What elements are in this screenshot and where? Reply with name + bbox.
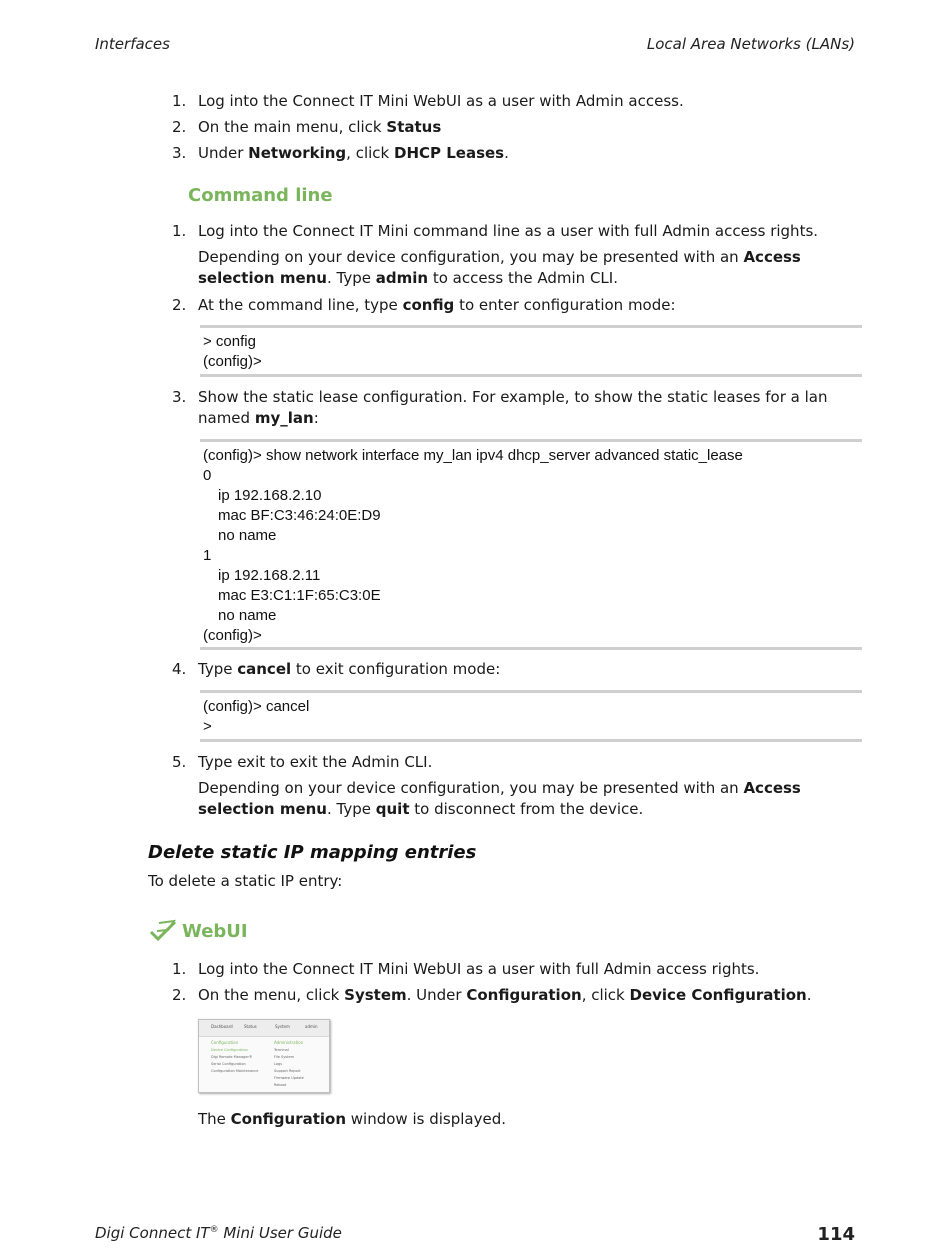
screenshot-item: Support Report	[274, 1069, 301, 1073]
code-line: 1	[203, 547, 212, 564]
code-line: no name	[218, 607, 277, 624]
step-text: Type exit to exit the Admin CLI.	[198, 753, 433, 771]
section-title-command-line: Command line	[188, 185, 333, 206]
step-text: Log into the Connect IT Mini WebUI as a user with Admin access.	[198, 92, 684, 110]
screenshot-item: Digi Remote Manager®	[211, 1055, 253, 1059]
subsection-title: Delete static IP mapping entries	[148, 842, 477, 863]
result-text: The Configuration window is displayed.	[198, 1110, 506, 1128]
step-number: 1.	[172, 960, 187, 978]
screenshot-item: File System	[274, 1055, 295, 1059]
step-text: On the menu, click System. Under Configuration, click Device Configuration.	[198, 986, 812, 1004]
code-line: (config)> show network interface my_lan ipv4 dhcp_server advanced static_lease	[203, 447, 743, 464]
screenshot-item: Firmware Update	[274, 1076, 304, 1080]
screenshot-col-head: Configuration	[211, 1040, 239, 1045]
code-line: >	[203, 718, 212, 735]
step-number: 5.	[172, 753, 187, 771]
step-text: Log into the Connect IT Mini WebUI as a user with full Admin access rights.	[198, 960, 760, 978]
screenshot-item: Configuration Maintenance	[211, 1069, 259, 1073]
step-text: Show the static lease configuration. For example, to show the static leases for a lan named my_lan:	[198, 388, 828, 427]
code-line: 0	[203, 467, 212, 484]
step-text: Under Networking, click DHCP Leases.	[198, 144, 509, 162]
step-text: On the main menu, click Status	[198, 118, 442, 136]
screenshot-item: Device Configuration	[211, 1048, 248, 1052]
step-number: 2.	[172, 296, 187, 314]
step-text: Log into the Connect IT Mini command line as a user with full Admin access rights.	[198, 222, 819, 240]
page-number: 114	[817, 1224, 855, 1245]
screenshot-col-head: Administration	[274, 1040, 304, 1045]
code-line: mac E3:C1:1F:65:C3:0E	[218, 587, 381, 604]
step-number: 2.	[172, 118, 187, 136]
screenshot-item: Terminal	[274, 1048, 289, 1052]
footer-guide-title: Digi Connect IT® Mini User Guide	[95, 1224, 342, 1242]
screenshot-item: Reboot	[274, 1083, 287, 1087]
code-block-config	[200, 325, 862, 377]
code-line: (config)>	[203, 353, 262, 370]
screenshot-item: Serial Configuration	[211, 1062, 246, 1066]
step-text: At the command line, type config to enter configuration mode:	[198, 296, 676, 314]
header-chapter-label: Local Area Networks (LANs)	[646, 35, 855, 53]
section-title-webui: WebUI	[182, 921, 248, 942]
screenshot-tab: Status	[244, 1024, 257, 1029]
step-number: 2.	[172, 986, 187, 1004]
code-line: (config)>	[203, 627, 262, 644]
step-number: 3.	[172, 144, 187, 162]
screenshot-item: Logs	[274, 1062, 283, 1066]
screenshot-tab: System	[275, 1024, 290, 1029]
code-line: ip 192.168.2.11	[218, 567, 321, 584]
code-line: > config	[203, 333, 256, 350]
header-section-label: Interfaces	[95, 35, 170, 53]
intro-text: To delete a static IP entry:	[148, 872, 343, 890]
code-line: ip 192.168.2.10	[218, 487, 322, 504]
screenshot-tab: admin	[305, 1024, 318, 1029]
step-text: Type cancel to exit configuration mode:	[198, 660, 501, 678]
code-block-cancel	[200, 690, 862, 742]
code-line: no name	[218, 527, 277, 544]
code-line: mac BF:C3:46:24:0E:D9	[218, 507, 381, 524]
webui-icon	[148, 918, 178, 944]
code-line: (config)> cancel	[203, 698, 310, 715]
step-number: 3.	[172, 388, 187, 406]
step-number: 4.	[172, 660, 187, 678]
step-number: 1.	[172, 222, 187, 240]
step-number: 1.	[172, 92, 187, 110]
step-note: Depending on your device configuration, you may be presented with an Access selection menu. Type quit to disconnect from the device.	[198, 779, 801, 818]
code-block-static-lease	[200, 439, 862, 650]
menu-screenshot	[198, 1019, 330, 1093]
step-note: Depending on your device configuration, you may be presented with an Access selection menu. Type admin to access the Admin CLI.	[198, 248, 801, 287]
screenshot-tab: Dashboard	[211, 1024, 233, 1029]
